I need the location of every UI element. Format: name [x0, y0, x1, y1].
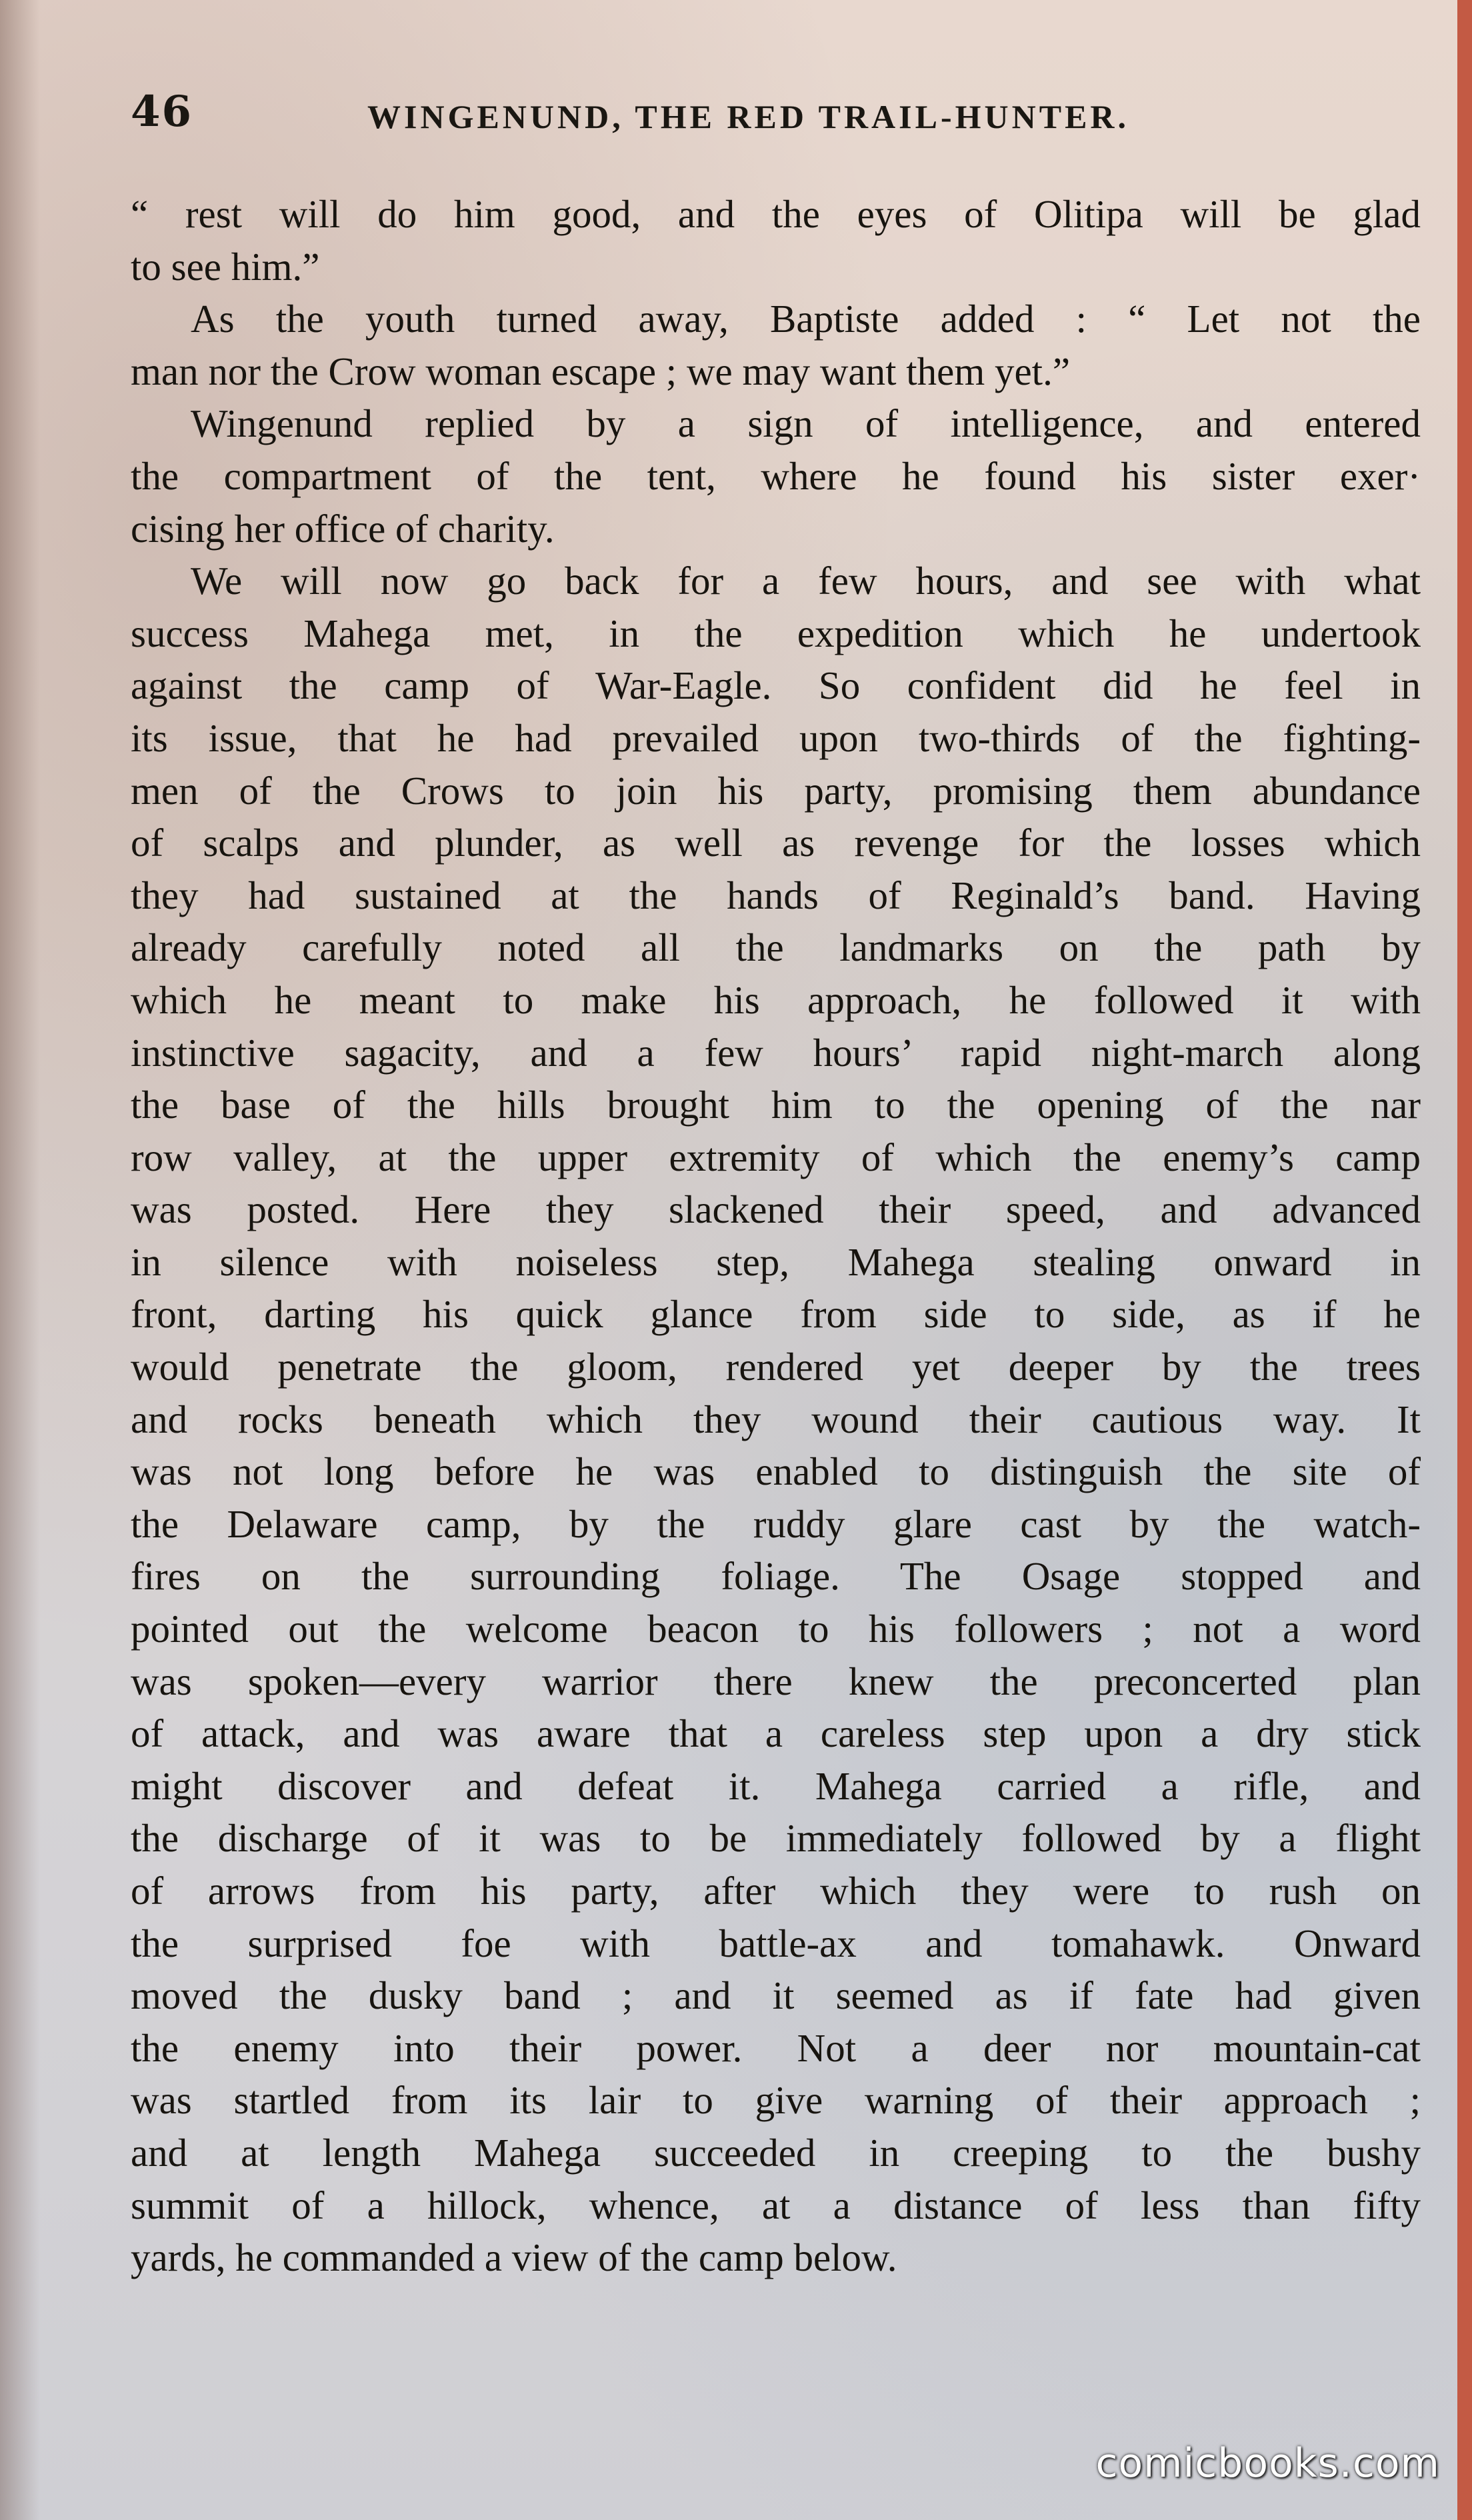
- running-head: [131, 80, 1411, 153]
- text-line: We will now go back for a few hours, and see with what: [191, 559, 1421, 603]
- running-title: WINGENUND, THE RED TRAIL-HUNTER.: [367, 98, 1130, 135]
- text-line: As the youth turned away, Baptiste added : “ Let not the: [191, 297, 1421, 341]
- text-line: the enemy into their power. Not a deer nor mountain-cat: [131, 2025, 1421, 2070]
- text-line: fires on the surrounding foliage. The Osage stopped and: [131, 1554, 1421, 1599]
- text-line: summit of a hillock, whence, at a distance of less than fifty: [131, 2183, 1421, 2227]
- text-line: front, darting his quick glance from side to side, as if he: [131, 1292, 1421, 1337]
- page-edge-shadow: [0, 0, 40, 2520]
- watermark: comicbooks.com: [1095, 2440, 1440, 2487]
- text-line: instinctive sagacity, and a few hours’ rapid night-march along: [131, 1030, 1421, 1075]
- text-line: men of the Crows to join his party, promising them abundance: [131, 768, 1421, 813]
- text-line: was posted. Here they slackened their speed, and advanced: [131, 1187, 1421, 1232]
- text-line: against the camp of War-Eagle. So confident did he feel in: [131, 663, 1421, 708]
- text-line: pointed out the welcome beacon to his followers ; not a word: [131, 1607, 1421, 1651]
- text-line: the surprised foe with battle-ax and tomahawk. Onward: [131, 1921, 1421, 1965]
- text-line: success Mahega met, in the expedition which he undertook: [131, 611, 1421, 655]
- text-line: man nor the Crow woman escape ; we may want them yet.”: [131, 349, 1070, 393]
- page-edge-binding: [1457, 0, 1472, 2520]
- body-text: [131, 188, 1421, 2284]
- text-line: Wingenund replied by a sign of intelligence, and entered: [191, 401, 1421, 446]
- text-line: yards, he commanded a view of the camp below.: [131, 2235, 897, 2280]
- text-line: cising her office of charity.: [131, 506, 555, 551]
- text-line: the Delaware camp, by the ruddy glare cast by the watch-: [131, 1501, 1421, 1546]
- text-line: “ rest will do him good, and the eyes of Olitipa will be glad: [131, 192, 1421, 236]
- text-line: of arrows from his party, after which they were to rush on: [131, 1869, 1421, 1913]
- text-line: to see him.”: [131, 244, 320, 289]
- text-line: and rocks beneath which they wound their cautious way. It: [131, 1397, 1421, 1441]
- text-line: of scalps and plunder, as well as revenge for the losses which: [131, 821, 1421, 865]
- text-line: they had sustained at the hands of Reginald’s band. Having: [131, 873, 1421, 917]
- page-number: 46: [131, 87, 193, 137]
- text-line: was startled from its lair to give warning of their approach ;: [131, 2078, 1421, 2123]
- text-line: was not long before he was enabled to distinguish the site of: [131, 1449, 1421, 1494]
- text-line: and at length Mahega succeeded in creeping to the bushy: [131, 2130, 1421, 2175]
- text-line: would penetrate the gloom, rendered yet deeper by the trees: [131, 1345, 1421, 1389]
- text-line: moved the dusky band ; and it seemed as if fate had given: [131, 1973, 1421, 2018]
- text-line: in silence with noiseless step, Mahega stealing onward in: [131, 1239, 1421, 1284]
- text-line: might discover and defeat it. Mahega carried a rifle, and: [131, 1763, 1421, 1808]
- text-line: the discharge of it was to be immediately followed by a flight: [131, 1816, 1421, 1861]
- text-line: the compartment of the tent, where he found his sister exer·: [131, 453, 1421, 498]
- text-line: its issue, that he had prevailed upon two-thirds of the fighting-: [131, 715, 1421, 760]
- text-line: already carefully noted all the landmarks on the path by: [131, 925, 1421, 970]
- text-line: was spoken—every warrior there knew the preconcerted plan: [131, 1659, 1421, 1703]
- text-line: of attack, and was aware that a careless step upon a dry stick: [131, 1711, 1421, 1756]
- text-line: which he meant to make his approach, he followed it with: [131, 977, 1421, 1022]
- text-line: row valley, at the upper extremity of which the enemy’s camp: [131, 1135, 1421, 1179]
- text-line: the base of the hills brought him to the opening of the nar: [131, 1083, 1421, 1127]
